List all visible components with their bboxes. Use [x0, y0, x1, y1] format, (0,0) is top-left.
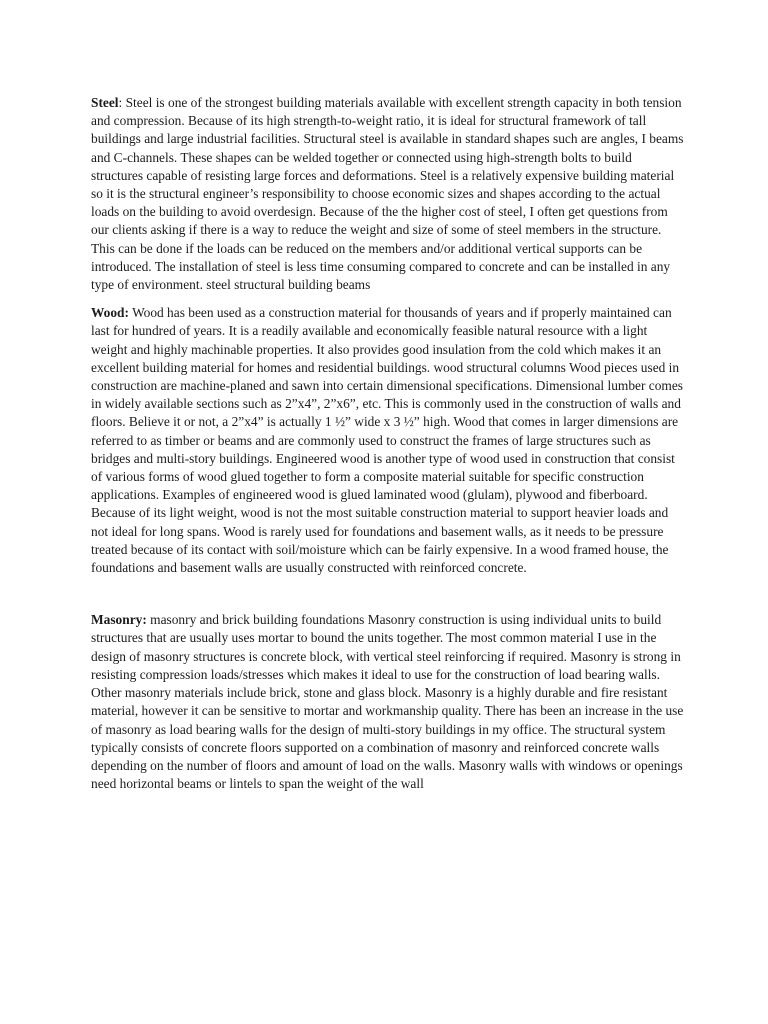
paragraph-wood [91, 304, 685, 577]
separator-steel: : [118, 95, 126, 110]
paragraph-masonry [91, 611, 685, 793]
body-wood: Wood has been used as a construction material for thousands of years and if properly maintained can last for hundred of years. It is a readily available and economically feasible natural resource with a light weight and highly machinable properties. It also provides good insulation from the cold which makes it an excellent building material for homes and residential buildings. wood structural columns Wood pieces used in construction are machine-planed and sawn into certain dimensional specifications. Dimensional lumber comes in widely available sections such as 2”x4”, 2”x6”, etc. This is commonly used in the construction of walls and floors. Believe it or not, a 2”x4” is actually 1 ½” wide x 3 ½” high. Wood that comes in larger dimensions are referred to as timber or beams and are commonly used to construct the frames of large structures such as bridges and multi-story buildings. Engineered wood is another type of wood used in construction that consist of various forms of wood glued together to form a composite material suitable for specific construction applications. Examples of engineered wood is glued laminated wood (glulam), plywood and fiberboard. Because of its light weight, wood is not the most suitable construction material to support heavier loads and not ideal for long spans. Wood is rarely used for foundations and basement walls, as it needs to be pressure treated because of its contact with soil/moisture which can be fairly expensive. In a wood framed house, the foundations and basement walls are usually constructed with reinforced concrete. [91, 305, 683, 576]
body-masonry: masonry and brick building foundations Masonry construction is using individual units to build structures that are usually uses mortar to bound the units together. The most common material I use in the design of masonry structures is concrete block, with vertical steel reinforcing if required. Masonry is strong in resisting compression loads/stresses which makes it ideal to use for the construction of load bearing walls. Other masonry materials include brick, stone and glass block. Masonry is a highly durable and fire resistant material, however it can be sensitive to mortar and workmanship quality. There has been an increase in the use of masonry as load bearing walls for the design of multi-story buildings in my office. The structural system typically consists of concrete floors supported on a combination of masonry and reinforced concrete walls depending on the number of floors and amount of load on the walls. Masonry walls with windows or openings need horizontal beams or lintels to span the weight of the wall [91, 612, 684, 792]
heading-steel: Steel [91, 95, 119, 110]
document-page [91, 94, 685, 793]
heading-masonry: Masonry: [91, 612, 147, 628]
body-steel: Steel is one of the strongest building materials available with excellent strength capacity in both tension and compression. Because of its high strength-to-weight ratio, it is ideal for structural framework of tall buildings and large industrial facilities. Structural steel is available in standard shapes such are angles, I beams and C-channels. These shapes can be welded together or connected using high-strength bolts to build structures capable of resisting large forces and deformations. Steel is a relatively expensive building material so it is the structural engineer’s responsibility to choose economic sizes and shapes according to the actual loads on the building to avoid overdesign. Because of the the higher cost of steel, I often get questions from our clients asking if there is a way to reduce the weight and size of some of steel members in the structure. This can be done if the loads can be reduced on the members and/or additional vertical supports can be introduced. The installation of steel is less time consuming compared to concrete and can be installed in any type of environment. steel structural building beams [91, 95, 684, 293]
heading-wood: Wood: [91, 305, 129, 321]
paragraph-steel [91, 94, 685, 294]
